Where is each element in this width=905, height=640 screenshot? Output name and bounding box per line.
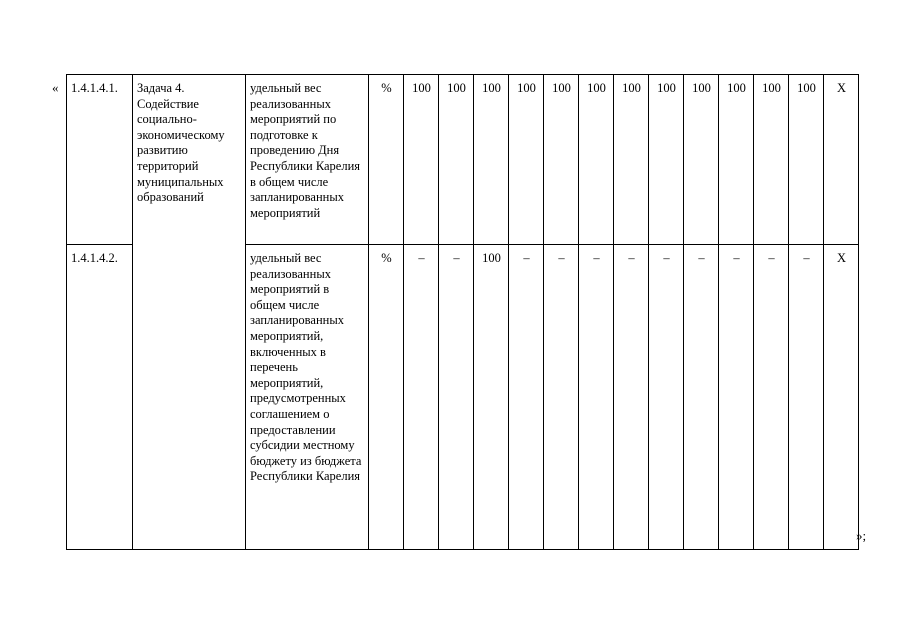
value-cell: – bbox=[649, 245, 684, 550]
indicator-text: удельный вес реализованных мероприятий в общем числе запланированных мероприятий, включенных в перечень мероприятий, предусмотренных соглашением о предоставлении субсидии местному бюджету из бюджета Республики Карелия bbox=[246, 245, 369, 550]
last-cell: X bbox=[824, 245, 859, 550]
value-cell: 100 bbox=[789, 75, 824, 245]
value-cell: 100 bbox=[614, 75, 649, 245]
value-cell: – bbox=[509, 245, 544, 550]
opening-quote: « bbox=[52, 80, 59, 95]
unit-cell: % bbox=[369, 245, 404, 550]
table-row bbox=[67, 75, 859, 245]
value-cell: 100 bbox=[474, 75, 509, 245]
value-cell: 100 bbox=[509, 75, 544, 245]
value-cell: 100 bbox=[439, 75, 474, 245]
task-label: Задача 4. Содействие социально-экономическому развитию территорий муниципальных образований bbox=[133, 75, 246, 550]
closing-quote: »; bbox=[856, 528, 867, 543]
last-cell: X bbox=[824, 75, 859, 245]
row-code: 1.4.1.4.1. bbox=[67, 75, 133, 245]
value-cell: – bbox=[404, 245, 439, 550]
indicator-text: удельный вес реализованных мероприятий по подготовке к проведению Дня Республики Карелия в общем числе запланированных мероприятий bbox=[246, 75, 369, 245]
value-cell: 100 bbox=[544, 75, 579, 245]
value-cell: – bbox=[754, 245, 789, 550]
value-cell: 100 bbox=[684, 75, 719, 245]
value-cell: – bbox=[544, 245, 579, 550]
value-cell: – bbox=[684, 245, 719, 550]
value-cell: – bbox=[579, 245, 614, 550]
value-cell: 100 bbox=[404, 75, 439, 245]
value-cell: 100 bbox=[579, 75, 614, 245]
value-cell: – bbox=[439, 245, 474, 550]
value-cell: – bbox=[614, 245, 649, 550]
indicator-table bbox=[66, 74, 859, 550]
value-cell: 100 bbox=[649, 75, 684, 245]
value-cell: 100 bbox=[474, 245, 509, 550]
value-cell: – bbox=[789, 245, 824, 550]
unit-cell: % bbox=[369, 75, 404, 245]
value-cell: 100 bbox=[719, 75, 754, 245]
row-code: 1.4.1.4.2. bbox=[67, 245, 133, 550]
value-cell: 100 bbox=[754, 75, 789, 245]
value-cell: – bbox=[719, 245, 754, 550]
